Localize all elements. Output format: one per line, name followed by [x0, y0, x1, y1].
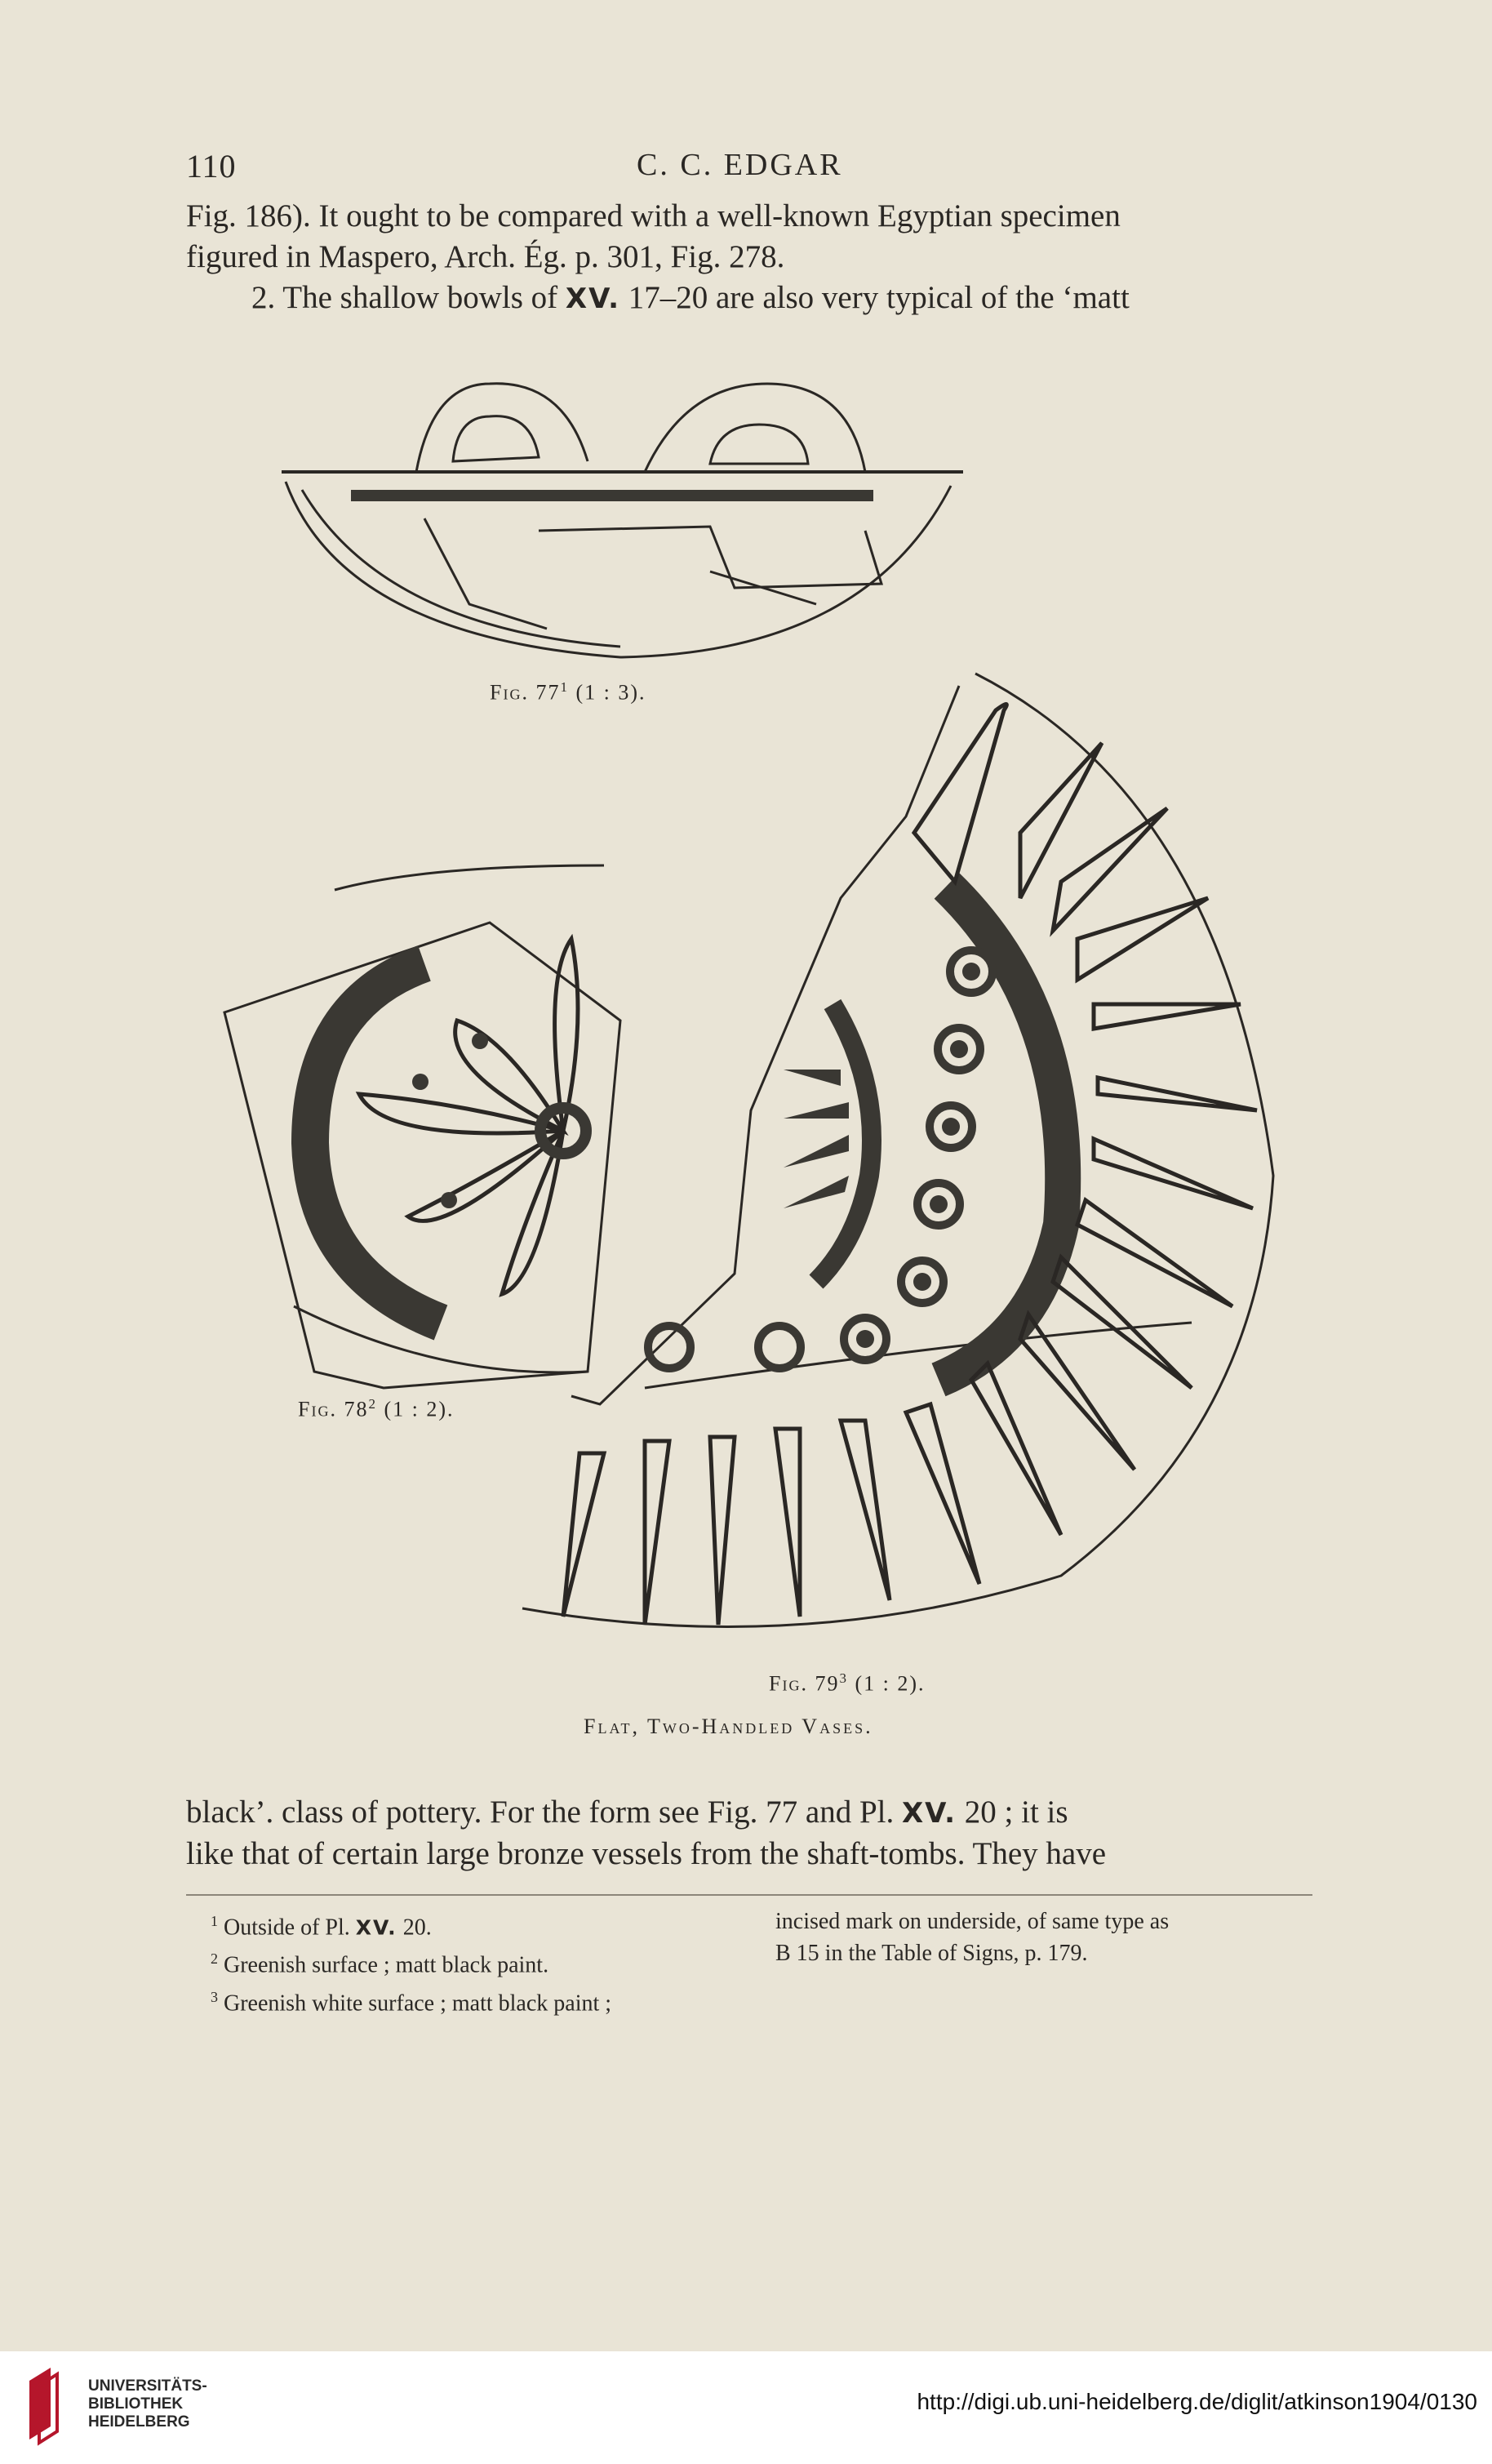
figure-77-caption: Fig. $77^1$ (1 : 3). — [490, 679, 646, 705]
text-line: black’. class of pottery. For the form see Fig. 77 and Pl. XV. 20 ; it is — [186, 1795, 1068, 1830]
footnote-3-continued: B 15 in the Table of Signs, p. 179. — [775, 1941, 1088, 1966]
footnote-rule — [186, 1894, 1312, 1896]
footnote-1: $^1$ Outside of Pl. XV. 20. — [211, 1913, 432, 1941]
plate-caption: Flat, Two-Handled Vases. — [584, 1715, 873, 1738]
text-line: Fig. 186). It ought to be compared with a well-known Egyptian specimen — [186, 198, 1121, 234]
text-line: like that of certain large bronze vessels from the shaft-tombs. They have — [186, 1836, 1107, 1871]
library-name: UNIVERSITÄTS- BIBLIOTHEK HEIDELBERG — [88, 2377, 207, 2431]
footnotes-right — [775, 1906, 1314, 1969]
library-logo-icon — [18, 2361, 91, 2451]
running-head-author: C. C. EDGAR — [637, 148, 843, 182]
footnotes-left — [211, 1906, 749, 2019]
page-number: 110 — [186, 148, 237, 185]
figure-79-caption: Fig. $79^3$ (1 : 2). — [769, 1670, 926, 1696]
body-text-bottom — [186, 1792, 1312, 1875]
figure-78-caption: Fig. $78^2$ (1 : 2). — [298, 1396, 455, 1421]
text-line-para2: 2. The shallow bowls of XV. 17–20 are also very typical of the ‘matt — [251, 280, 1130, 315]
plate-ref: XV. — [565, 282, 620, 315]
source-url-link[interactable]: http://digi.ub.uni-heidelberg.de/diglit/atkinson1904/0130 — [917, 2389, 1477, 2414]
text-line: figured in Maspero, Arch. Ég. p. 301, Fig. 278. — [186, 239, 785, 274]
footnote-2: $^2$ Greenish surface ; matt black paint. — [211, 1950, 549, 1978]
footnote-3-continued: incised mark on underside, of same type as — [775, 1909, 1170, 1934]
footnote-3: $^3$ Greenish white surface ; matt black paint ; — [211, 1988, 612, 2016]
plate-ref: XV. — [901, 1797, 957, 1830]
